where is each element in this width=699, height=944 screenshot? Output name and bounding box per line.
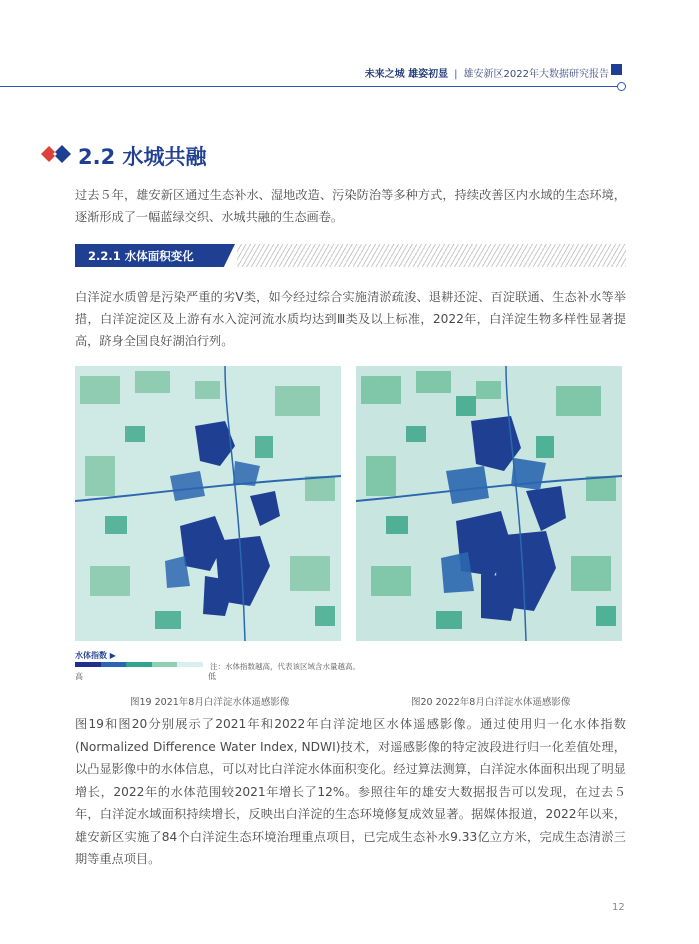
running-header [365, 65, 609, 80]
diamond-icon [40, 143, 74, 165]
legend-swatch [101, 662, 127, 667]
figure-19-caption: 图19 2021年8月白洋淀水体遥感影像 [130, 697, 290, 708]
subsection-title: 2.2.1 水体面积变化 [88, 249, 194, 263]
legend-color-ramp [75, 662, 203, 667]
legend-note: 注：水体指数越高，代表该区域含水量越高。 [210, 662, 360, 671]
subsection-hatch [237, 244, 626, 267]
remote-sensing-map-2022 [356, 366, 622, 641]
remote-sensing-map-2021 [75, 366, 341, 641]
header-rule-dot [617, 82, 626, 91]
subsection-paragraph-2: 图19和图20分别展示了2021年和2022年白洋淀地区水体遥感影像。通过使用归一化水体指数(Normalized Difference Water Index, NDWI)技术，对遥感影像的特定波段进行归一化差值处理，以凸显影像中的水体信息，可以对比白洋淀水体面积变化。经过算法测算，白洋淀水体面积出现了明显增长，2022年的水体范围较2021年增长了12%。参照往年的雄安大数据报告可以发现，在过去５年，白洋淀水域面积持续增长，反映出白洋淀的生态环境修复成效显著。据媒体报道，2022年以来，雄安新区实施了84个白洋淀生态环境治理重点项目，已完成生态补水9.33亿立方米，完成生态清淤三期等重点项目。 [75, 717, 626, 866]
legend-swatch [177, 662, 203, 667]
header-square-mark [611, 64, 622, 75]
legend-title: 水体指数 ▶ [75, 651, 116, 660]
subsection-bar [75, 244, 626, 267]
legend-low-label: 低 [208, 672, 216, 681]
legend-swatch [126, 662, 152, 667]
subsection-paragraph-1: 白洋淀水质曾是污染严重的劣Ⅴ类，如今经过综合实施清淤疏浚、退耕还淀、百淀联通、生态补水等举措，白洋淀淀区及上游有水入淀河流水质均达到Ⅲ类及以上标准，2022年，白洋淀生物多样性显著提高，跻身全国良好湖泊行列。 [75, 290, 626, 348]
legend-high-label: 高 [75, 672, 83, 681]
legend-swatch [152, 662, 178, 667]
section-intro: 过去５年，雄安新区通过生态补水、湿地改造、污染防治等多种方式，持续改善区内水域的生态环境，逐渐形成了一幅蓝绿交织、水城共融的生态画卷。 [75, 188, 626, 224]
header-tagline: 未来之城 雄姿初显 [364, 69, 449, 80]
header-separator: | [454, 69, 458, 80]
page-number: 12 [612, 902, 625, 913]
header-rule [0, 86, 620, 87]
section-title: 2.2 水城共融 [78, 145, 207, 169]
header-report-title: 雄安新区2022年大数据研究报告 [463, 69, 609, 80]
legend-swatch [75, 662, 101, 667]
figure-20-caption: 图20 2022年8月白洋淀水体遥感影像 [411, 697, 571, 708]
